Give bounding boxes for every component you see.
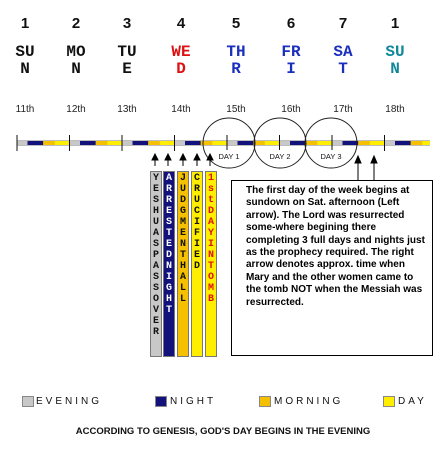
arrowhead (194, 154, 200, 160)
timeline-segment (238, 141, 254, 145)
tomb-day-bar (205, 171, 217, 357)
day-name: SUN (15, 43, 35, 78)
passover-label: YESHUAS PASSOVER (152, 173, 159, 338)
day-name: WED (171, 43, 191, 78)
legend-swatch-night (155, 396, 167, 407)
day-number: 4 (176, 15, 186, 32)
day-name: FRI (281, 43, 301, 78)
day-number: 2 (71, 15, 81, 32)
legend-label: DAY (398, 396, 427, 407)
timeline-segment (370, 141, 385, 145)
day-number: 3 (122, 15, 132, 32)
timeline-segment (227, 141, 238, 145)
arrowhead (371, 156, 377, 163)
timeline-segment (55, 141, 70, 145)
date-label: 15th (226, 104, 246, 115)
timeline-segment (290, 141, 306, 145)
timeline-segment (411, 141, 423, 145)
legend-swatch-morning (259, 396, 271, 407)
legend-label: EVENING (36, 396, 103, 407)
timeline-segment (280, 141, 291, 145)
day-name: MON (66, 43, 86, 78)
passover-bar (150, 171, 162, 357)
legend-swatch-day (383, 396, 395, 407)
day-number: 6 (286, 15, 296, 32)
arrowhead (152, 154, 158, 160)
timeline-segment (80, 141, 96, 145)
day-label: DAY 3 (320, 152, 342, 161)
date-label: 11th (15, 104, 35, 115)
day-label: DAY 2 (269, 152, 291, 161)
date-label: 12th (66, 104, 86, 115)
day-name: TUE (117, 43, 137, 78)
legend-label: MORNING (274, 396, 344, 407)
timeline-segment (133, 141, 149, 145)
day-name: SAT (333, 43, 353, 78)
timeline-segment (358, 141, 370, 145)
timeline-segment (70, 141, 81, 145)
arrested-label: ARRESTED NIGHT (165, 173, 172, 316)
timeline-segment (148, 141, 160, 145)
date-label: 13th (117, 104, 137, 115)
day-number: 7 (338, 15, 348, 32)
timeline-bar (17, 135, 430, 151)
timeline-segment (160, 141, 175, 145)
judgment-hall-label: JUDGMENT HALL (179, 173, 186, 305)
legend-label: NIGHT (170, 396, 217, 407)
judgment-hall-bar (177, 171, 189, 357)
day-label: DAY 1 (218, 152, 240, 161)
timeline-segment (175, 141, 186, 145)
timeline-segment (28, 141, 44, 145)
timeline-segment (422, 141, 430, 145)
timeline-segment (185, 141, 201, 145)
arrested-bar (163, 171, 175, 357)
arrowhead (180, 154, 186, 160)
timeline-segment (43, 141, 55, 145)
timeline-segment (201, 141, 213, 145)
timeline-segment (395, 141, 411, 145)
crucified-label: CRUCIFIED (193, 173, 200, 272)
timeline-segment (96, 141, 108, 145)
timeline-segment (212, 141, 227, 145)
tomb-day-label: 1st DAY IN TOMB (207, 173, 214, 305)
day-number: 5 (231, 15, 241, 32)
date-label: 17th (333, 104, 353, 115)
timeline-segment (17, 141, 28, 145)
timeline-segment (122, 141, 133, 145)
timeline-segment (107, 141, 122, 145)
timeline-segment (317, 141, 332, 145)
legend-swatch-evening (22, 396, 34, 407)
day-number: 1 (20, 15, 30, 32)
crucified-bar (191, 171, 203, 357)
date-label: 18th (385, 104, 405, 115)
day-name: THR (226, 43, 246, 78)
timeline-segment (385, 141, 396, 145)
explanation-text: The first day of the week begins at sundown on Sat. afternoon (Left arrow). The Lord was resurrected some-where begining there completing 3 full days and nights just as the prophecy required. The right arrow denotes approx. time when Mary and the other women came to the tomb NOT when the Messiah was resurrected. (246, 185, 425, 308)
timeline-segment (343, 141, 359, 145)
day-name: SUN (385, 43, 405, 78)
timeline-segment (332, 141, 343, 145)
timeline-segment (306, 141, 318, 145)
timeline-segment (265, 141, 280, 145)
arrowhead (355, 156, 361, 163)
day-number: 1 (390, 15, 400, 32)
date-label: 14th (171, 104, 191, 115)
date-label: 16th (281, 104, 301, 115)
footer-caption: ACCORDING TO GENESIS, GOD'S DAY BEGINS IN THE EVENING (75, 426, 371, 437)
explanation-note (231, 180, 433, 356)
arrowhead (165, 154, 171, 160)
